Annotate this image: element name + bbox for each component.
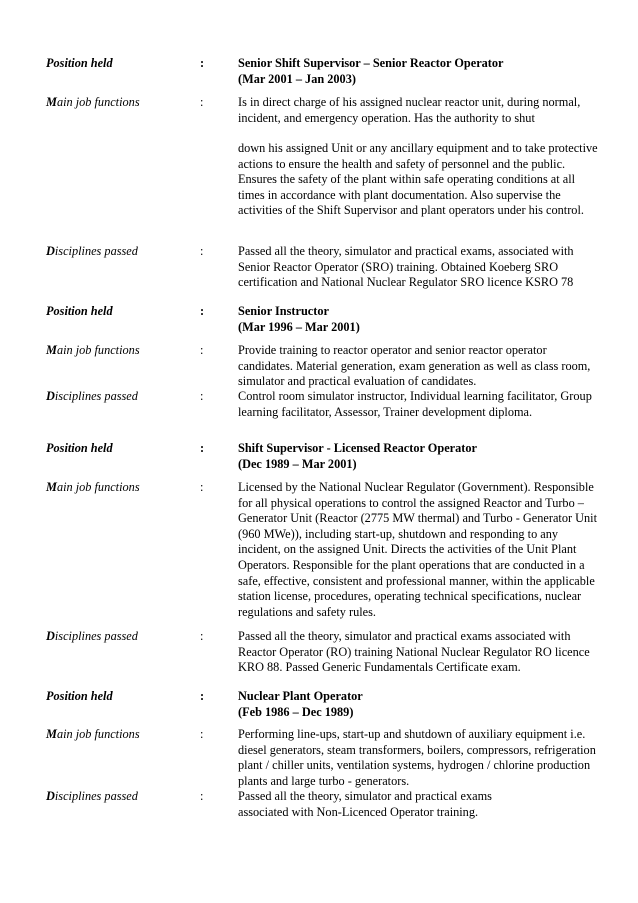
colon: : (200, 95, 204, 109)
functions-paragraph-3: Ensures the safety of the plant within safe operating conditions at all times in accordance with plant documentation. Also supervise the activities of the Shift Supervisor and plant operators under his control. (238, 172, 584, 218)
label-initial: M (46, 343, 57, 357)
disciplines-text (238, 789, 598, 820)
disciplines-text (238, 389, 598, 420)
label-initial: M (46, 95, 57, 109)
colon: : (200, 389, 204, 403)
label-initial: D (46, 389, 55, 403)
position-title-text: Nuclear Plant Operator (238, 689, 363, 703)
position-held-label: Position held (46, 689, 113, 703)
main-job-functions-label (46, 95, 140, 111)
position-title-text: Senior Instructor (238, 304, 329, 318)
colon: : (200, 480, 204, 494)
disciplines-passed-label (46, 789, 138, 805)
colon: : (200, 244, 204, 258)
colon: : (200, 343, 204, 357)
position-dates: (Mar 2001 – Jan 2003) (238, 71, 356, 86)
position-dates: (Feb 1986 – Dec 1989) (238, 704, 354, 719)
colon: : (200, 56, 205, 70)
label-rest: isciplines passed (54, 789, 138, 803)
position-held-label: Position held (46, 56, 113, 70)
label-initial: M (46, 480, 57, 494)
functions-paragraph: Performing line-ups, start-up and shutdown of auxiliary equipment i.e. diesel generators, steam transformers, boilers, compressors, refrigeration plant / chiller units, ventilation systems, hydrogen / chlorine production plants and large turbo - generators. (238, 727, 596, 788)
position-held-label: Position held (46, 441, 113, 455)
disciplines-text (238, 244, 598, 291)
colon: : (200, 441, 205, 455)
label-rest: ain job functions (56, 727, 140, 741)
job-functions-text (238, 480, 598, 620)
label-rest: isciplines passed (54, 389, 138, 403)
job-functions-text-continued (238, 141, 598, 219)
position-dates: (Dec 1989 – Mar 2001) (238, 456, 357, 471)
position-title-text: Shift Supervisor - Licensed Reactor Operator (238, 441, 477, 455)
job-functions-text (238, 95, 598, 126)
disciplines-passed-label (46, 389, 138, 405)
disciplines-passed-label (46, 244, 138, 260)
functions-paragraph-1: Is in direct charge of his assigned nuclear reactor unit, during normal, incident, and emergency operation. Has the authority to shut (238, 95, 581, 125)
disciplines-paragraph: Passed all the theory, simulator and practical exams associated with Reactor Operator (RO) training National Nuclear Regulator RO licence KRO 88. Passed Generic Fundamentals Certificate exam. (238, 629, 590, 675)
main-job-functions-label (46, 727, 140, 743)
functions-paragraph: Licensed by the National Nuclear Regulator (Government). Responsible for all physical operations to control the assigned Reactor and Turbo – Generator Unit (Reactor (2775 MW thermal) and Turbo - Generator Unit (960 MWe)), including start-up, shutdown and responding to any incident, on the assigned Unit. Directs the activities of the Unit Plant Operators. Responsible for the plant operations that are conducted in a safe, effective, consistent and professional manner, within the applicable station license, procedures, operating technical specifications, nuclear regulations and safety rules. (238, 480, 598, 619)
position-title-text: Senior Shift Supervisor – Senior Reactor Operator (238, 56, 504, 70)
position-title (238, 689, 598, 720)
position-title (238, 56, 598, 87)
label-initial: D (46, 629, 55, 643)
colon: : (200, 304, 205, 318)
functions-paragraph: Provide training to reactor operator and senior reactor operator candidates. Material generation, exam generation as well as class room, simulator and practical evaluation of candidates. (238, 343, 591, 389)
position-held-label: Position held (46, 304, 113, 318)
label-rest: ain job functions (56, 95, 140, 109)
label-rest: ain job functions (56, 343, 140, 357)
position-dates: (Mar 1996 – Mar 2001) (238, 319, 360, 334)
job-functions-text (238, 343, 598, 390)
label-initial: M (46, 727, 57, 741)
label-rest: isciplines passed (54, 244, 138, 258)
job-functions-text (238, 727, 598, 789)
disciplines-passed-label (46, 629, 138, 645)
label-initial: D (46, 789, 55, 803)
main-job-functions-label (46, 480, 140, 496)
disciplines-text (238, 629, 598, 676)
position-title (238, 441, 598, 472)
label-initial: D (46, 244, 55, 258)
disciplines-line-2: associated with Non-Licenced Operator training. (238, 804, 479, 819)
colon: : (200, 629, 204, 643)
colon: : (200, 789, 204, 803)
disciplines-paragraph: Passed all the theory, simulator and practical exams, associated with Senior Reactor Operator (SRO) training. Obtained Koeberg SRO certification and National Nuclear Regulator SRO licence KSRO 78 (238, 244, 574, 290)
position-title (238, 304, 598, 335)
label-rest: ain job functions (56, 480, 140, 494)
colon: : (200, 727, 204, 741)
colon: : (200, 689, 205, 703)
disciplines-paragraph: Control room simulator instructor, Individual learning facilitator, Group learning facilitator, Assessor, Trainer development diploma. (238, 389, 592, 419)
label-rest: isciplines passed (54, 629, 138, 643)
functions-paragraph-2: down his assigned Unit or any ancillary equipment and to take protective actions to ensure the health and safety of personnel and the public. (238, 141, 598, 171)
main-job-functions-label (46, 343, 140, 359)
disciplines-line-1: Passed all the theory, simulator and practical exams (238, 789, 492, 803)
